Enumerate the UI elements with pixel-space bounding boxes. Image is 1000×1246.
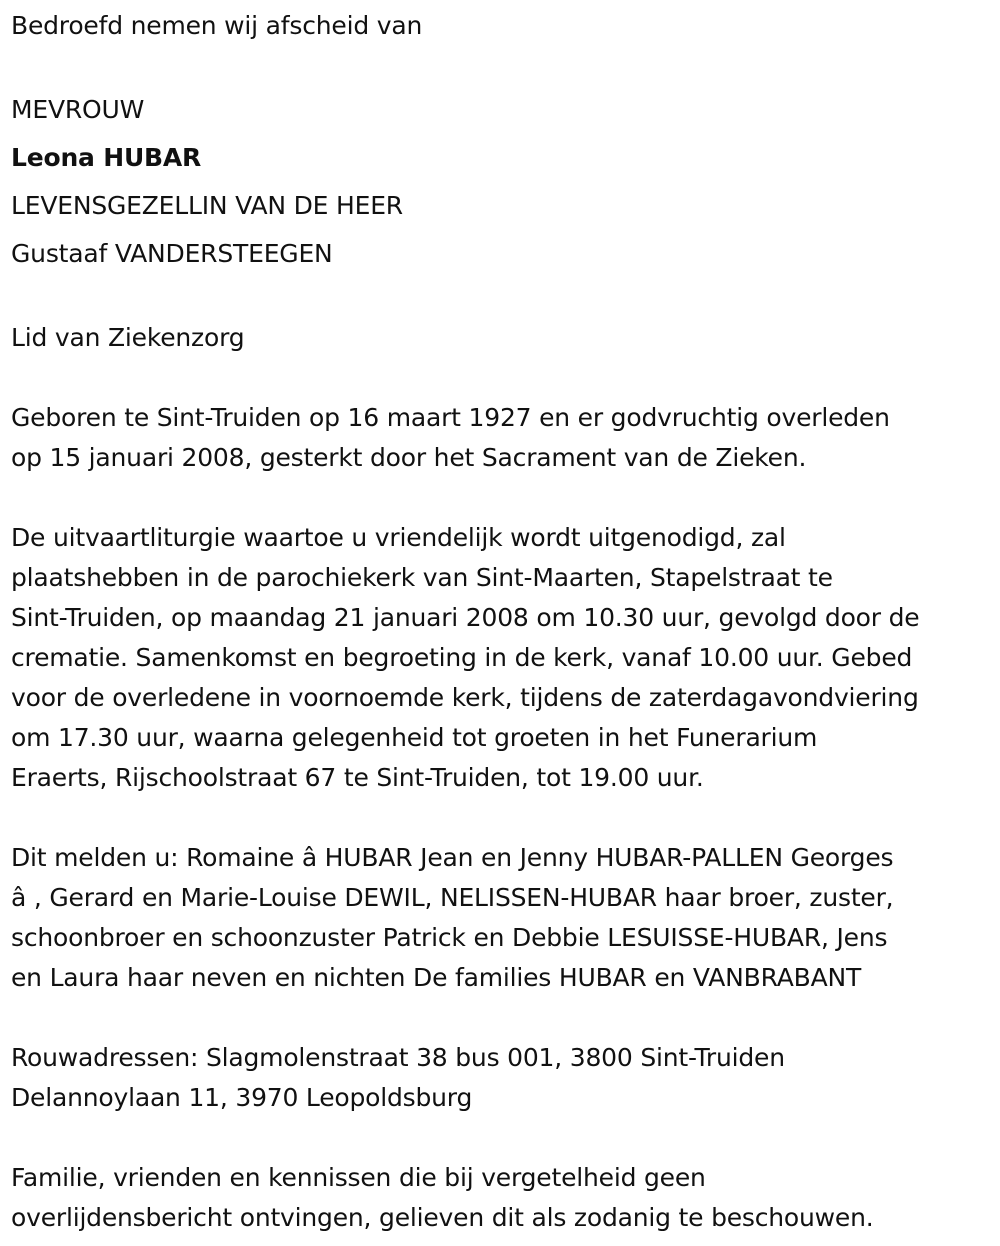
birth-death-paragraph	[11, 398, 996, 478]
membership-text: Lid van Ziekenzorg	[11, 323, 245, 352]
paragraph-line: Delannoylaan 11, 3970 Leopoldsburg	[11, 1083, 473, 1112]
paragraph-line: Geboren te Sint-Truiden op 16 maart 1927 en er godvruchtig overleden	[11, 403, 890, 432]
spacer	[11, 478, 996, 518]
paragraph-line: overlijdensbericht ontvingen, gelieven dit als zodanig te beschouwen.	[11, 1203, 874, 1232]
spacer	[11, 358, 996, 398]
paragraph-line: schoonbroer en schoonzuster Patrick en Debbie LESUISSE-HUBAR, Jens	[11, 923, 888, 952]
deceased-name: Leona HUBAR	[11, 143, 202, 172]
relation-text: LEVENSGEZELLIN VAN DE HEER	[11, 191, 403, 220]
paragraph-line: op 15 januari 2008, gesterkt door het Sacrament van de Zieken.	[11, 443, 807, 472]
closing-paragraph	[11, 1158, 996, 1238]
paragraph-line: Sint-Truiden, op maandag 21 januari 2008 om 10.30 uur, gevolgd door de	[11, 603, 920, 632]
paragraph-line: plaatshebben in de parochiekerk van Sint-Maarten, Stapelstraat te	[11, 563, 833, 592]
paragraph-line: Dit melden u: Romaine â HUBAR Jean en Jenny HUBAR-PALLEN Georges	[11, 843, 894, 872]
salutation: MEVROUW	[11, 95, 145, 124]
spacer	[11, 998, 996, 1038]
paragraph-line: Eraerts, Rijschoolstraat 67 te Sint-Truiden, tot 19.00 uur.	[11, 763, 704, 792]
paragraph-line: Familie, vrienden en kennissen die bij vergetelheid geen	[11, 1163, 706, 1192]
addresses-paragraph	[11, 1038, 996, 1118]
deceased-block	[11, 86, 996, 278]
announcers-paragraph	[11, 838, 996, 998]
paragraph-line: Rouwadressen: Slagmolenstraat 38 bus 001, 3800 Sint-Truiden	[11, 1043, 785, 1072]
paragraph-line: voor de overledene in voornoemde kerk, tijdens de zaterdagavondviering	[11, 683, 919, 712]
paragraph-line: â , Gerard en Marie-Louise DEWIL, NELISSEN-HUBAR haar broer, zuster,	[11, 883, 894, 912]
spacer	[11, 46, 996, 86]
spacer	[11, 278, 996, 318]
spacer	[11, 798, 996, 838]
funeral-paragraph	[11, 518, 996, 798]
partner-name: Gustaaf VANDERSTEEGEN	[11, 239, 333, 268]
paragraph-line: crematie. Samenkomst en begroeting in de kerk, vanaf 10.00 uur. Gebed	[11, 643, 913, 672]
paragraph-line: De uitvaartliturgie waartoe u vriendelijk wordt uitgenodigd, zal	[11, 523, 786, 552]
obituary-notice	[11, 6, 996, 1238]
paragraph-line: en Laura haar neven en nichten De families HUBAR en VANBRABANT	[11, 963, 862, 992]
paragraph-line: om 17.30 uur, waarna gelegenheid tot groeten in het Funerarium	[11, 723, 818, 752]
spacer	[11, 1118, 996, 1158]
intro-text: Bedroefd nemen wij afscheid van	[11, 11, 423, 40]
